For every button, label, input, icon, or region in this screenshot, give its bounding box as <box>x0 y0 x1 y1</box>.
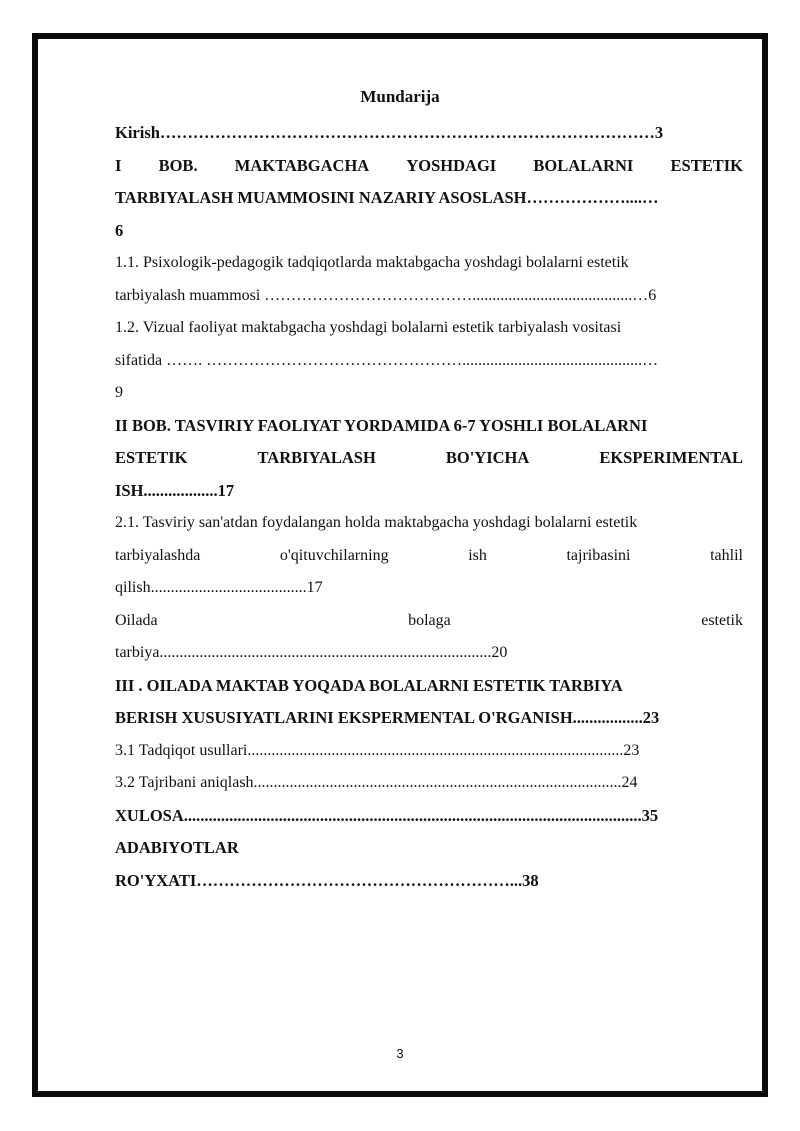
toc-word: estetik <box>701 611 743 629</box>
toc-entry-2-2-line-2: tarbiya...................................................................................20 <box>115 644 508 661</box>
toc-word: ish <box>468 546 487 564</box>
toc-word: MAKTABGACHA <box>234 155 370 175</box>
toc-word: EKSPERIMENTAL <box>599 448 743 467</box>
toc-entry-chapter-2-line-1: II BOB. TASVIRIY FAOLIYAT YORDAMIDA 6-7 YOSHLI BOLALARNI <box>115 415 648 435</box>
toc-entry-adabiyotlar-line-1: ADABIYOTLAR <box>115 838 239 857</box>
toc-word: ESTETIK <box>670 155 743 175</box>
toc-entry-chapter-3-line-2: BERISH XUSUSIYATLARINI EKSPERMENTAL O'RGANISH.................23 <box>115 708 660 727</box>
toc-entry-2-1-line-2 <box>115 540 743 573</box>
table-of-contents <box>115 117 743 897</box>
toc-entry-chapter-1-page: 6 <box>115 220 124 240</box>
toc-entry-1-1-line-2: tarbiyalash muammosi …………………………………........................................…6 <box>115 286 657 304</box>
toc-entry-2-2-line-1 <box>115 605 743 638</box>
toc-entry-1-1-line-1: 1.1. Psixologik-pedagogik tadqiqotlarda maktabgacha yoshdagi bolalarni estetik <box>115 254 629 271</box>
toc-word: o'qituvchilarning <box>279 546 389 564</box>
toc-word: I <box>115 155 122 175</box>
toc-word: tajribasini <box>566 546 631 564</box>
toc-word: bolaga <box>408 611 451 629</box>
toc-word: tahlil <box>710 546 743 564</box>
toc-word: BOB. <box>158 155 198 175</box>
toc-entry-chapter-3-line-1: III . OILADA MAKTAB YOQADA BOLALARNI ESTETIK TARBIYA <box>115 675 623 695</box>
toc-entry-xulosa: XULOSA...............................................................................................................35 <box>115 805 659 825</box>
toc-word: Oilada <box>115 611 158 629</box>
toc-word: tarbiyalashda <box>115 546 201 564</box>
document-title: Mundarija <box>360 87 440 106</box>
toc-entry-1-2-page: 9 <box>115 384 123 401</box>
toc-entry-2-1-line-3: qilish.......................................17 <box>115 579 323 596</box>
toc-entry-chapter-2-line-3: ISH..................17 <box>115 480 235 500</box>
toc-entry-1-2-line-2: sifatida ……. ………………………………………….............................................… <box>115 351 659 369</box>
toc-word: TARBIYALASH <box>257 448 376 467</box>
toc-word: BO'YICHA <box>445 448 530 467</box>
toc-word: YOSHDAGI <box>406 155 497 175</box>
toc-entry-chapter-2-line-2 <box>115 442 743 475</box>
toc-entry-3-2: 3.2 Tajribani aniqlash............................................................................................24 <box>115 774 638 791</box>
toc-word: BOLALARNI <box>533 155 634 175</box>
toc-entry-chapter-1-line-2: TARBIYALASH MUAMMOSINI NAZARIY ASOSLASH………………....… <box>115 188 659 207</box>
toc-entry-1-2-line-1: 1.2. Vizual faoliyat maktabgacha yoshdagi bolalarni estetik tarbiyalash vositasi <box>115 319 622 336</box>
page-number: 3 <box>396 1046 404 1061</box>
toc-entry-kirish: Kirish………………………………………………………………………………3 <box>115 123 664 142</box>
toc-word: ESTETIK <box>115 448 188 467</box>
toc-entry-adabiyotlar-line-2: RO'YXATI…………………………………………………...38 <box>115 870 539 890</box>
toc-entry-chapter-1-line-1 <box>115 150 743 183</box>
toc-entry-3-1: 3.1 Tadqiqot usullari..............................................................................................23 <box>115 741 640 759</box>
toc-entry-2-1-line-1: 2.1. Tasviriy san'atdan foydalangan holda maktabgacha yoshdagi bolalarni estetik <box>115 514 638 531</box>
